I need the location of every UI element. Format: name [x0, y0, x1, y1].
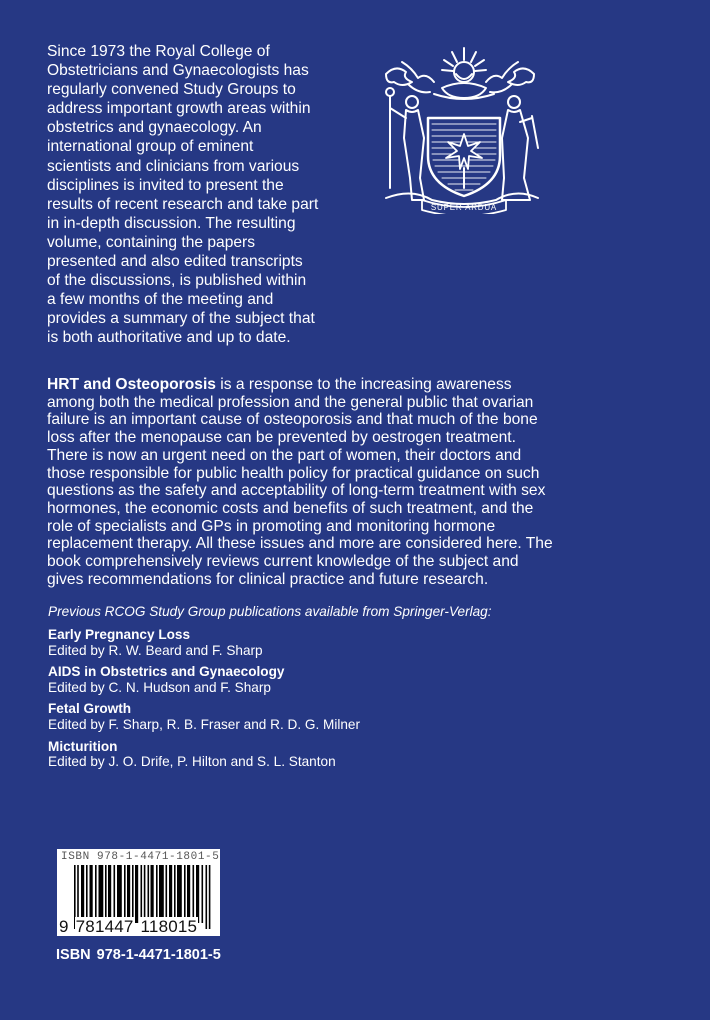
publication-item — [48, 627, 668, 658]
previous-publications — [48, 604, 668, 776]
barcode-digit-group: 118015 — [140, 917, 198, 936]
summary-line: hormones, the economic costs and benefits of such treatment, and the — [47, 499, 534, 517]
book-title: HRT and Osteoporosis — [47, 376, 216, 393]
barcode-digit-group: 781447 — [75, 917, 134, 936]
svg-text:SUPER ARDUA: SUPER ARDUA — [430, 203, 498, 212]
publication-title: Micturition — [48, 738, 118, 754]
summary-line: book comprehensively reviews current knowledge of the subject and — [47, 553, 519, 571]
rcog-intro-paragraph — [47, 42, 347, 348]
summary-line: role of specialists and GPs in promoting and monitoring hormone — [47, 517, 496, 535]
publication-editors: Edited by C. N. Hudson and F. Sharp — [48, 679, 271, 695]
publication-title: Fetal Growth — [48, 701, 132, 717]
summary-line: There is now an urgent need on the part of women, their doctors and — [47, 446, 522, 464]
intro-line: is both authoritative and up to date. — [47, 329, 291, 347]
rcog-coat-of-arms-icon — [372, 38, 548, 214]
intro-line: international group of eminent — [47, 138, 254, 156]
book-summary-paragraph — [47, 376, 677, 588]
intro-line: results of recent research and take part — [47, 195, 319, 213]
publication-title: AIDS in Obstetrics and Gynaecology — [48, 664, 285, 680]
intro-line: volume, containing the papers — [47, 233, 256, 251]
publication-editors: Edited by J. O. Drife, P. Hilton and S. L. Stanton — [48, 754, 336, 770]
publication-title: Early Pregnancy Loss — [48, 627, 191, 642]
intro-line: obstetrics and gynaecology. An — [47, 119, 262, 137]
summary-line: loss after the menopause can be prevented by oestrogen treatment. — [47, 429, 516, 447]
barcode-isbn-label: ISBN 978-1-4471-1801-5 — [61, 851, 220, 863]
publication-editors: Edited by R. W. Beard and F. Sharp — [48, 642, 263, 658]
summary-line: failure is an important cause of osteoporosis and that much of the bone — [47, 411, 538, 429]
intro-line: Obstetricians and Gynaecologists has — [47, 62, 309, 80]
summary-line: those responsible for public health policy for practical guidance on such — [47, 464, 540, 482]
barcode-digits — [59, 918, 198, 936]
intro-line: of the discussions, is published within — [47, 272, 307, 290]
publication-editors: Edited by F. Sharp, R. B. Fraser and R. D. G. Milner — [48, 716, 361, 732]
summary-line: replacement therapy. All these issues and more are considered here. The — [47, 535, 553, 553]
intro-line: regularly convened Study Groups to — [47, 81, 296, 99]
publication-item — [48, 739, 668, 770]
left-supporter-figure — [386, 88, 424, 200]
intro-line: disciplines is invited to present the — [47, 176, 284, 194]
publication-item — [48, 664, 668, 695]
intro-line: a few months of the meeting and — [47, 291, 274, 309]
intro-line: address important growth areas within — [47, 100, 311, 118]
intro-line: provides a summary of the subject that — [47, 310, 315, 328]
summary-line: is a response to the increasing awareness — [215, 376, 512, 393]
right-supporter-figure — [502, 96, 538, 200]
isbn-barcode — [57, 849, 220, 936]
intro-line: scientists and clinicians from various — [47, 157, 300, 175]
intro-line: in in-depth discussion. The resulting — [47, 214, 296, 232]
sunburst-icon — [442, 48, 486, 82]
summary-line: questions as the safety and acceptability of long-term treatment with sex — [47, 482, 546, 500]
summary-line: gives recommendations for clinical practice and future research. — [47, 570, 489, 588]
summary-line: among both the medical profession and the general public that ovarian — [47, 393, 534, 411]
publication-item — [48, 701, 668, 732]
publications-heading: Previous RCOG Study Group publications available from Springer-Verlag: — [48, 604, 492, 619]
isbn-number: ISBN 978-1-4471-1801-5 — [56, 947, 221, 963]
intro-line: Since 1973 the Royal College of — [47, 43, 270, 60]
intro-line: presented and also edited transcripts — [47, 253, 303, 271]
barcode-digit-lead: 9 — [59, 917, 69, 936]
